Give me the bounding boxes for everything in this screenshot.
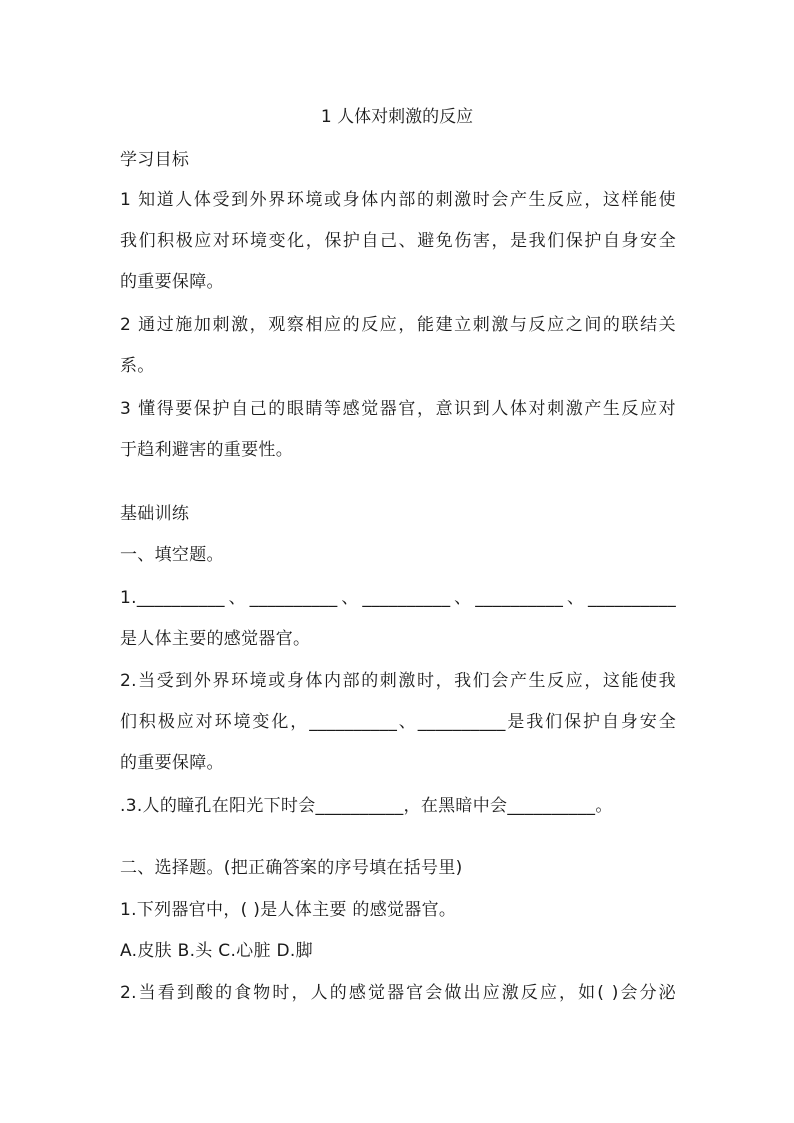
choice-q1: 1.下列器官中，( )是人体主要 的感觉器官。 <box>120 900 457 920</box>
choice-q1-options: A.皮肤 B.头 C.心脏 D.脚 <box>120 941 313 961</box>
fill-q2-line-3: 的重要保障。 <box>120 753 224 773</box>
fill-q1-line-2: 是人体主要的感觉器官。 <box>120 629 311 649</box>
goal-3-line-2: 于趋利避害的重要性。 <box>120 440 293 460</box>
goal-1-line-2: 我们积极应对环境变化，保护自己、避免伤害，是我们保护自身安全 <box>120 231 676 251</box>
goal-2-line-1: 2 通过施加刺激，观察相应的反应，能建立刺激与反应之间的联结关 <box>120 315 676 335</box>
goals-heading: 学习目标 <box>120 150 190 170</box>
fill-q2-line-2: 们积极应对环境变化，__________、__________是我们保护自身安全 <box>120 712 676 732</box>
page-title: 1 人体对刺激的反应 <box>320 107 474 127</box>
choice-heading: 二、选择题。(把正确答案的序号填在括号里) <box>120 858 463 878</box>
fill-q3: .3.人的瞳孔在阳光下时会__________，在黑暗中会__________。 <box>120 796 613 816</box>
goal-1-line-1: 1 知道人体受到外界环境或身体内部的刺激时会产生反应，这样能使 <box>120 190 676 210</box>
fill-heading: 一、填空题。 <box>120 545 224 565</box>
goal-2-line-2: 系。 <box>120 356 155 376</box>
fill-q2-line-1: 2.当受到外界环境或身体内部的刺激时，我们会产生反应，这能使我 <box>120 671 676 691</box>
choice-q2: 2.当看到酸的食物时，人的感觉器官会做出应激反应，如( )会分泌 <box>120 983 676 1003</box>
goal-3-line-1: 3 懂得要保护自己的眼睛等感觉器官，意识到人体对刺激产生反应对 <box>120 399 676 419</box>
goal-1-line-3: 的重要保障。 <box>120 272 224 292</box>
training-heading: 基础训练 <box>120 504 190 524</box>
fill-q1-line-1: 1.__________、__________、__________、__________、__________ <box>120 588 676 608</box>
